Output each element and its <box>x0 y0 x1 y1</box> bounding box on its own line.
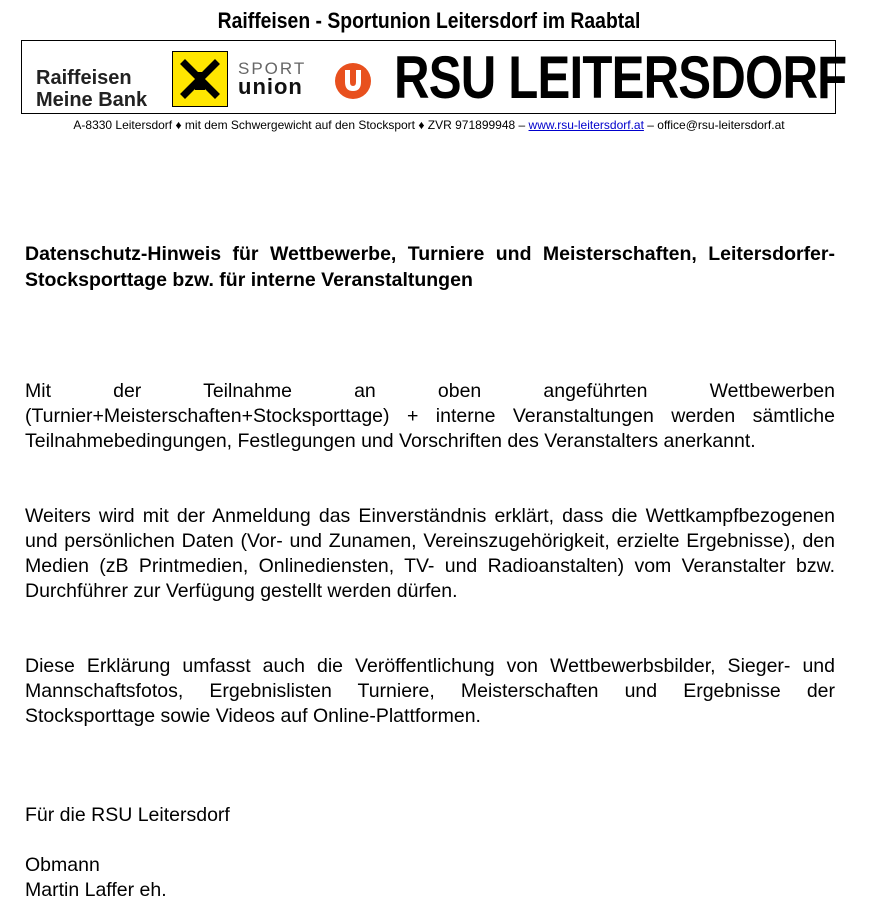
raiffeisen-line1: Raiffeisen <box>36 67 132 89</box>
contact-suffix: – office@rsu-leitersdorf.at <box>643 118 785 132</box>
document-heading: Datenschutz-Hinweis für Wettbewerbe, Turniere und Meisterschaften, Leitersdorfer-Stocksporttage bzw. für interne Veranstaltungen <box>25 243 835 291</box>
contact-line <box>0 118 858 132</box>
letterhead-title: Raiffeisen - Sportunion Leitersdorf im Raabtal <box>217 8 641 33</box>
letterhead-banner <box>21 40 847 114</box>
club-title: RSU LEITERSDORF <box>394 44 847 111</box>
raiffeisen-wordmark <box>36 67 147 111</box>
paragraph-publication: Diese Erklärung umfasst auch die Veröffentlichung von Wettbewerbsbilder, Sieger- und Mannschaftsfotos, Ergebnislisten Turniere, Meisterschaften und Ergebnisse der Stocksporttage sowie Videos auf Online-Plattformen. <box>25 655 835 727</box>
website-link[interactable]: www.rsu-leitersdorf.at <box>528 118 644 132</box>
union-text: union <box>238 74 303 99</box>
sportunion-logo <box>238 59 378 99</box>
signature-role: Obmann <box>25 854 100 876</box>
union-u-icon <box>332 61 374 106</box>
contact-prefix: A-8330 Leitersdorf ♦ mit dem Schwergewicht auf den Stocksport ♦ ZVR 971899948 – <box>73 118 529 132</box>
raiffeisen-gable-cross-icon <box>172 51 228 107</box>
signature-name: Martin Laffer eh. <box>25 879 167 901</box>
paragraph-consent: Weiters wird mit der Anmeldung das Einverständnis erklärt, dass die Wettkampfbezogenen und persönlichen Daten (Vor- und Zunamen, Vereinszugehörigkeit, erzielte Ergebnisse), den Medien (zB Printmedien, Onlinediensten, TV- und Radioanstalten) vom Veranstalter bzw. Durchführer zur Verfügung gestellt werden dürfen. <box>25 505 835 602</box>
signature-organization: Für die RSU Leitersdorf <box>25 804 230 826</box>
raiffeisen-line2: Meine Bank <box>36 89 148 111</box>
sport-text: SPORT <box>238 59 307 78</box>
paragraph-participation: Mit der Teilnahme an oben angeführten Wettbewerben (Turnier+Meisterschaften+Stocksporttage) + interne Veranstaltungen werden sämtliche Teilnahmebedingungen, Festlegungen und Vorschriften des Veranstalters anerkannt. <box>25 380 835 452</box>
